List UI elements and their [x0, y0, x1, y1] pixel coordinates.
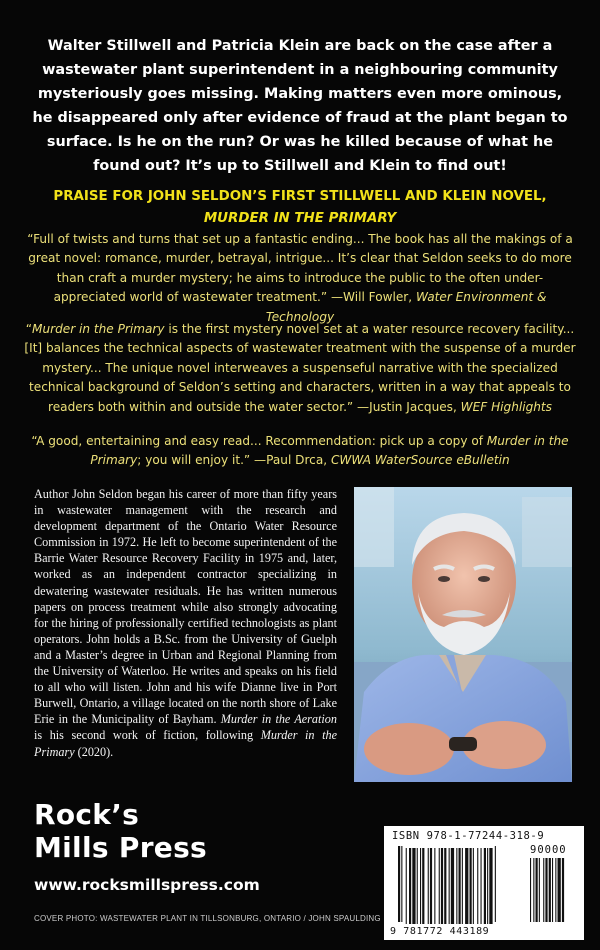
barcode-bar — [412, 848, 415, 924]
barcode-addon-bar — [555, 858, 556, 922]
barcode-bars — [394, 846, 578, 926]
barcode-addon-bar — [536, 858, 538, 922]
author-photo — [354, 487, 572, 782]
barcode-bar — [473, 848, 474, 924]
quote-source: CWWA WaterSource eBulletin — [330, 453, 510, 468]
barcode-bar — [487, 848, 488, 924]
barcode-bar — [477, 848, 478, 924]
barcode-bar — [398, 846, 400, 922]
barcode-bar — [470, 848, 472, 924]
praise-heading — [18, 186, 582, 230]
praise-heading-text: PRAISE FOR JOHN SELDON’S FIRST STILLWELL AND KLEIN NOVEL, — [53, 189, 547, 204]
quote-text-after: ; you will enjoy it.” — [137, 453, 251, 468]
review-quote-1 — [22, 230, 578, 327]
barcode-addon-bar — [558, 858, 561, 922]
publisher-name — [34, 798, 207, 864]
quote-text: is the first mystery novel set at a water resource recovery facility... [It] balances the technical aspects of wastewater treatment with the suspense of a murder mystery... The unique novel interweaves a suspenseful narrative with the specialized technical background of Seldon’s setting and characters, written in a way that appeals to readers both within and outside the water sector.” — [24, 322, 576, 414]
quote-source: WEF Highlights — [460, 399, 552, 414]
publisher-line-2: Mills Press — [34, 831, 208, 864]
barcode-addon-bar — [545, 858, 547, 922]
bio-text-3: (2020). — [74, 744, 114, 759]
barcode-bar — [451, 848, 454, 924]
barcode-addon-bar — [533, 858, 534, 922]
barcode-bar — [449, 848, 450, 924]
barcode-bar — [430, 848, 432, 924]
quote-book-title: Murder in the Primary — [32, 322, 165, 336]
review-quote-2 — [22, 320, 578, 417]
barcode-addon-bar — [549, 858, 551, 922]
synopsis: Walter Stillwell and Patricia Klein are back on the case after a wastewater plant superintendent in a neighbouring community mysteriously goes missing. Making matters even more ominous, he disappeared only after evidence of fraud at the plant began to surface. Is he on the run? Or was he killed because of what he found out? It’s up to Stillwell and Klein to find out! — [32, 38, 568, 174]
barcode-bar — [409, 848, 411, 924]
quote-opening-mark: “ — [25, 322, 33, 336]
barcode-addon-bar — [562, 858, 564, 922]
author-bio — [34, 486, 337, 760]
barcode-bar — [456, 848, 457, 924]
barcode-bar — [417, 848, 418, 924]
barcode-bar — [406, 848, 407, 924]
barcode-bar — [434, 848, 435, 924]
barcode-bar — [465, 848, 468, 924]
barcode-bar — [422, 848, 424, 924]
photo-credit: COVER PHOTO: WASTEWATER PLANT IN TILLSONBURG, ONTARIO / JOHN SPAULDING — [34, 914, 381, 923]
barcode-bar — [489, 848, 492, 924]
quote-text: “A good, entertaining and easy read... Recommendation: pick up a copy of — [31, 434, 487, 448]
barcode-bar — [441, 848, 443, 924]
quote-source: Water Environment & Technology — [265, 290, 547, 324]
quote-attribution: —Will Fowler, — [327, 290, 416, 305]
barcode-bar — [481, 848, 482, 924]
isbn-barcode — [384, 826, 584, 940]
barcode-addon-bar — [552, 858, 553, 922]
quote-text: “Full of twists and turns that set up a fantastic ending... The book has all the makings of a great novel: romance, murder, betrayal, intrigue... It’s clear that Seldon seeks to do more than craft a murder mystery; he aims to introduce the public to the often under-appreciated world of wastewater treatment.” — [27, 232, 573, 305]
barcode-bar — [495, 846, 496, 922]
barcode-bar — [401, 846, 402, 922]
bio-text: Author John Seldon began his career of more than fifty years in wastewater management with the research and development department of the Ontario Water Resource Commission in 1972. He left to become superintendent of the Barrie Water Resource Recovery Facility in 1975 and, later, worked as an independent contractor specializing in dewatering wastewater residuals. He has written numerous papers on process treatment while also strongly advocating for the hiring of professionally certified technologists as plant operators. John holds a B.Sc. from the University of Guelph and a Master’s degree in Urban and Regional Planning from the University of Waterloo. He writes and speaks on his field to all who will listen. John and his wife Dianne live in Port Burwell, Ontario, a village located on the north shore of Lake Erie in the Municipality of Bayham. — [34, 487, 337, 727]
barcode-bar — [420, 848, 421, 924]
bio-book-title: Murder in the Aeration — [220, 712, 337, 727]
barcode-bar — [462, 848, 463, 924]
quote-book-title: Murder in the Primary — [90, 434, 569, 468]
isbn-text: ISBN 978-1-77244-318-9 — [392, 830, 545, 842]
ean-digits: 9 781772 443189 — [390, 926, 490, 937]
publisher-website: www.rocksmillspress.com — [34, 876, 260, 894]
bio-text-2: is his second work of fiction, following — [34, 728, 261, 743]
quote-attribution: —Justin Jacques, — [353, 399, 461, 414]
barcode-addon-bar — [543, 858, 544, 922]
barcode-bar — [439, 848, 440, 924]
publisher-line-1: Rock’s — [34, 798, 140, 831]
barcode-bar — [484, 848, 486, 924]
barcode-bar — [428, 848, 429, 924]
barcode-addon-bar — [539, 858, 540, 922]
quote-attribution: —Paul Drca, — [250, 453, 331, 468]
praise-heading-book-title: MURDER IN THE PRIMARY — [203, 211, 397, 226]
barcode-bar — [459, 848, 461, 924]
review-quote-3 — [22, 432, 578, 471]
barcode-bar — [444, 848, 446, 924]
barcode-addon-bar — [530, 858, 531, 922]
barcode-addon-number: 90000 — [530, 844, 567, 856]
bio-first-book-title: Murder in the Primary — [34, 728, 337, 759]
